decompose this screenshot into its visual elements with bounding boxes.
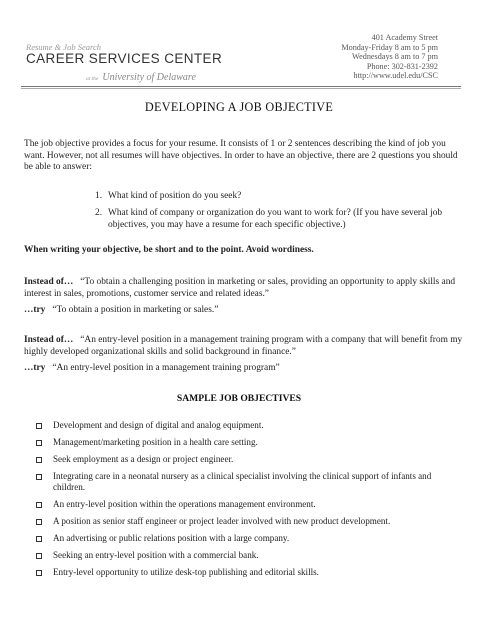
website-link[interactable]: http://www.udel.edu/CSC (353, 71, 438, 81)
address-block (341, 33, 438, 81)
example-instead (24, 277, 464, 300)
checkbox-bullet-icon (36, 570, 42, 576)
address-street: 401 Academy Street (371, 33, 438, 42)
sample-objectives-list (36, 420, 456, 584)
question-text: What kind of position do you seek? (108, 191, 242, 201)
checkbox-bullet-icon (36, 536, 42, 542)
list-item-text: Seeking an entry-level position with a commercial bank. (53, 550, 259, 561)
instead-label: Instead of… (24, 277, 74, 287)
list-item (36, 550, 456, 561)
phone: Phone: 302-831-2392 (366, 61, 438, 71)
list-item (36, 471, 456, 493)
try-label: …try (24, 305, 46, 315)
list-item-text: Seek employment as a design or project engineer. (53, 454, 234, 464)
header-divider-secondary (21, 88, 461, 89)
intro-paragraph: The job objective provides a focus for your resume. It consists of 1 or 2 sentences describing the kind of job you want. However, not all resumes will have objectives. In order to have an objective, there are 2 questions you should be able to answer: (24, 139, 458, 173)
logo-at: at the (86, 76, 99, 82)
example-try (24, 305, 464, 317)
logo-subtitle: Resume & Job Search (26, 42, 101, 52)
list-item (36, 533, 456, 544)
try-label: …try (24, 363, 46, 373)
instead-label: Instead of… (24, 335, 74, 345)
list-item-text: Integrating care in a neonatal nursery as a clinical specialist involving the clinical support of infants and children. (53, 471, 432, 493)
list-item-text: An advertising or public relations position with a large company. (53, 533, 290, 544)
list-item (36, 499, 456, 510)
list-item-text: Entry-level opportunity to utilize desk-top publishing and editorial skills. (53, 567, 319, 578)
logo-title: CAREER SERVICES CENTER (26, 51, 223, 66)
hours-wednesday: Wednesdays 8 am to 7 pm (352, 52, 438, 62)
list-item-text: Management/marketing position in a health care setting. (53, 437, 258, 447)
writing-tip: When writing your objective, be short and to the point. Avoid wordiness. (24, 245, 314, 255)
list-item (36, 454, 456, 465)
example-try (24, 363, 464, 375)
example-instead (24, 335, 464, 358)
checkbox-bullet-icon (36, 474, 42, 480)
question-number: 2. (95, 208, 103, 218)
checkbox-bullet-icon (36, 553, 42, 559)
question-number: 1. (95, 191, 103, 201)
list-item (36, 567, 456, 578)
checkbox-bullet-icon (36, 519, 42, 525)
list-item (36, 516, 456, 527)
hours-weekday: Monday-Friday 8 am to 5 pm (341, 42, 438, 52)
checkbox-bullet-icon (36, 502, 42, 508)
logo-university-line (86, 67, 196, 85)
checkbox-bullet-icon (36, 440, 42, 446)
page-title: DEVELOPING A JOB OBJECTIVE (144, 100, 334, 114)
list-item (36, 420, 456, 431)
list-item-text: A position as senior staff engineer or project leader involved with new product development. (53, 516, 391, 527)
sample-heading: SAMPLE JOB OBJECTIVES (176, 393, 302, 404)
list-item-text: An entry-level position within the operations management environment. (53, 499, 316, 510)
instead-text: “To obtain a challenging position in marketing or sales, providing an opportunity to apply skills and interest in sales, promotions, customer service and related ideas.” (24, 277, 456, 299)
header-divider (21, 86, 461, 87)
list-item-text: Development and design of digital and analog equipment. (53, 420, 264, 430)
instead-text: “An entry-level position in a management training program with a company that will benefit from my highly developed organizational skills and solid background in finance.” (24, 335, 463, 357)
try-text: “An entry-level position in a management training program” (52, 363, 280, 373)
checkbox-bullet-icon (36, 423, 42, 429)
checkbox-bullet-icon (36, 457, 42, 463)
try-text: “To obtain a position in marketing or sales.” (52, 305, 219, 315)
logo-university: University of Delaware (102, 72, 196, 83)
question-text: What kind of company or organization do you want to work for? (If you have several job objectives, you may have a resume for each specific objective.) (108, 208, 443, 230)
list-item (36, 437, 456, 448)
